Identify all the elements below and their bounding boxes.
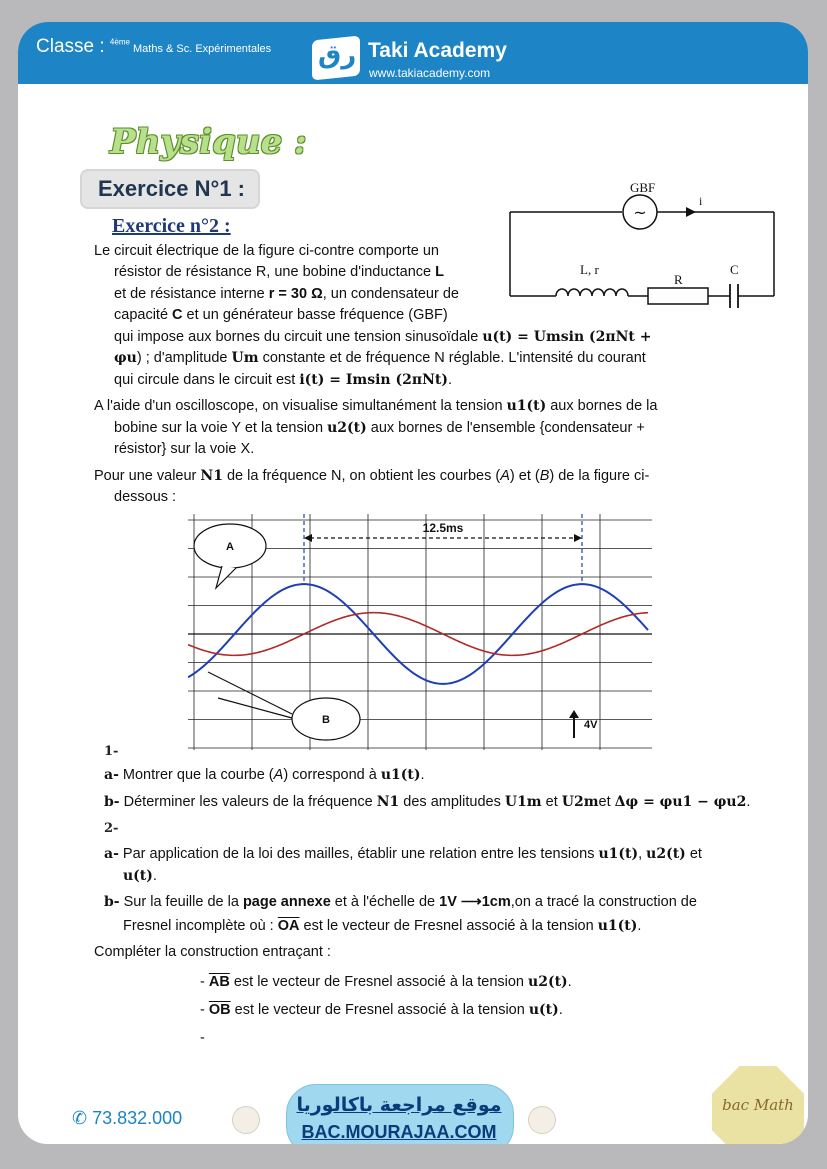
period-arrow-head-left [304, 534, 312, 542]
intro-line-5: qui impose aux bornes du circuit une tension sinusoïdale u(t) = Umsin (2πNt + [114, 329, 652, 345]
scale-label: 4V [584, 719, 598, 731]
para3-line-1: Pour une valeur N1 de la fréquence N, on obtient les courbes (A) et (B) de la figure ci- [94, 468, 650, 484]
site-english-link[interactable]: BAC.MOURAJAA.COM [301, 1122, 497, 1142]
document-page [18, 22, 808, 1144]
para2-line-2: bobine sur la voie Y et la tension u2(t) aux bornes de l'ensemble {condensateur + [114, 420, 645, 436]
phone-icon: ✆ [72, 1108, 93, 1128]
current-arrow [686, 207, 696, 217]
question-2b-line-1: b- Sur la feuille de la page annexe et à l'échelle de 1V ⟶1cm,on a tracé la construction de [104, 894, 697, 910]
label-b-text: B [322, 714, 330, 726]
circuit-diagram [504, 182, 780, 312]
badge-icon-left [232, 1106, 260, 1134]
intro-line-2: résistor de résistance R, une bobine d'inductance L [114, 264, 445, 280]
exercise-title: Exercice N°1 : [98, 176, 245, 201]
brand-name: Taki Academy [368, 39, 507, 62]
label-b-pointer-1 [208, 672, 292, 714]
label-a-text: A [226, 541, 234, 553]
class-level: Classe : $^{4ème}$ Maths & Sc. Expérimentales [36, 36, 272, 57]
resistor [648, 288, 708, 304]
intro-line-3: et de résistance interne r = 30 Ω, un condensateur de [114, 286, 459, 302]
para3-line-2: dessous : [114, 489, 177, 505]
brand-url[interactable]: www.takiacademy.com [369, 66, 491, 80]
scale-arrow-head [569, 710, 579, 718]
intro-line-6: φu) ; d'amplitude Um constante et de fréquence N réglable. L'intensité du courant [114, 350, 646, 366]
exercise-subtitle: Exercice n°2 : [112, 215, 231, 237]
empty-dash-line: - [200, 1030, 205, 1046]
phone-number[interactable]: ✆ 73.832.000 [72, 1108, 183, 1128]
coil [556, 289, 628, 296]
oscillogram-chart [188, 514, 652, 750]
question-2-number: 2- [104, 821, 119, 836]
intro-line-1: Le circuit électrique de la figure ci-contre comporte un [94, 243, 439, 259]
intro-line-4: capacité C et un générateur basse fréquence (GBF) [114, 307, 448, 323]
para2-line-1: A l'aide d'un oscilloscope, on visualise simultanément la tension u1(t) aux bornes de la [94, 398, 658, 414]
current-label: i [699, 194, 703, 208]
resistor-label: R [674, 272, 683, 287]
gbf-label: GBF [630, 182, 656, 195]
coil-label: L, r [580, 262, 599, 277]
intro-line-7: qui circule dans le circuit est i(t) = Imsin (2πNt). [114, 372, 453, 388]
question-2a-line-1: a- Par application de la loi des mailles, établir une relation entre les tensions u1(t), u2(t) et [104, 846, 702, 862]
site-arabic-link[interactable]: موقع مراجعة باكالوريا [296, 1094, 502, 1116]
question-2b-line-2: Fresnel incomplète où : $\overline{OA}$ est le vecteur de Fresnel associé à la tension u1(t). [123, 918, 642, 934]
gbf-symbol: ~ [633, 203, 647, 222]
capacitor-label: C [730, 262, 739, 277]
badge-icon-right [528, 1106, 556, 1134]
question-1-number: 1- [104, 744, 119, 759]
question-1a: a- Montrer que la courbe (A) correspond à u1(t). [104, 767, 425, 783]
complete-instruction: Compléter la construction entraçant : [94, 944, 331, 960]
period-arrow-head-right [574, 534, 582, 542]
vector-ab-line: - $\overline{AB}$ est le vecteur de Fresnel associé à la tension u2(t). [200, 974, 572, 990]
subject-title: Physique : [110, 122, 307, 162]
brand-logo-glyph: رق [318, 40, 357, 70]
vector-ob-line: - $\overline{OB}$ est le vecteur de Fresnel associé à la tension u(t). [200, 1002, 563, 1018]
bac-math-badge-text: bac Math [722, 1096, 794, 1114]
para2-line-3: résistor} sur la voie X. [114, 441, 255, 457]
question-1b: b- Déterminer les valeurs de la fréquence N1 des amplitudes U1m et U2met Δφ = φu1 − φu2. [104, 794, 751, 810]
period-label: 12.5ms [422, 521, 464, 535]
question-2a-line-2: u(t). [123, 868, 157, 884]
